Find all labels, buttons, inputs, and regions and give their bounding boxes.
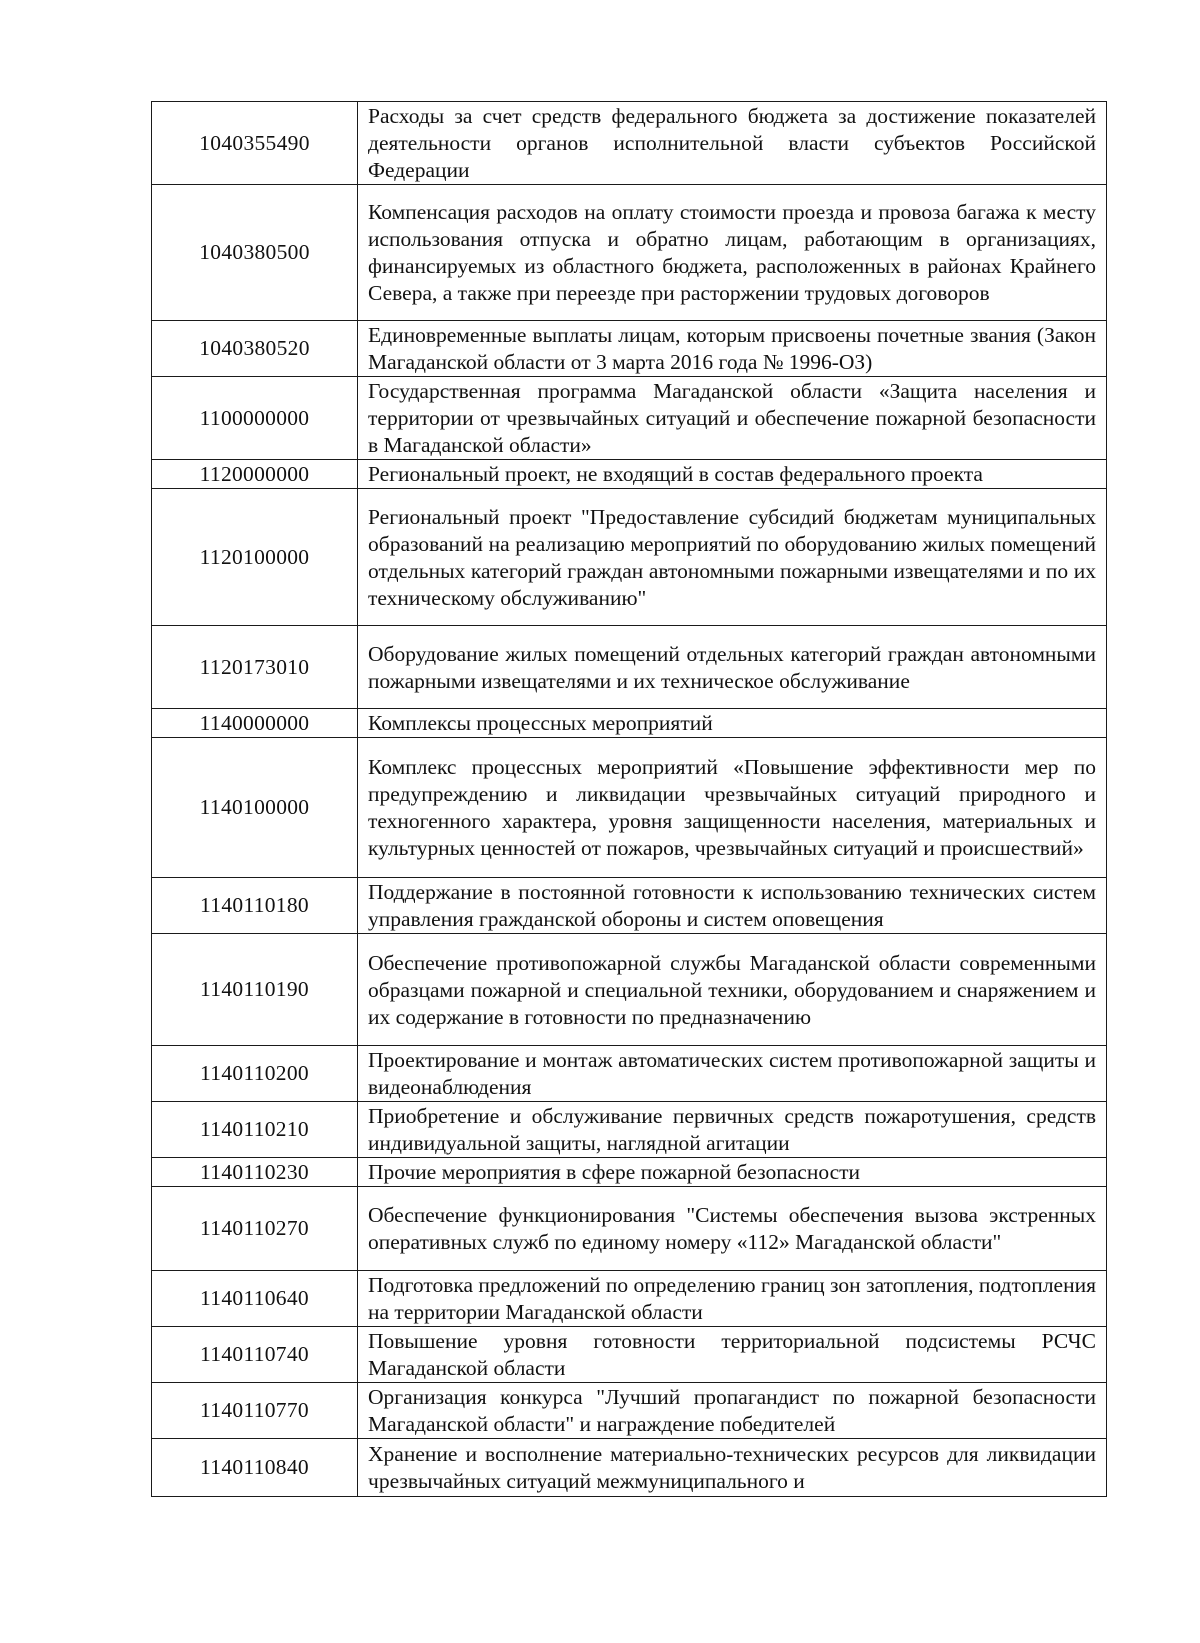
row-description: Комплексы процессных мероприятий (358, 709, 1107, 738)
row-code: 1120100000 (152, 489, 358, 626)
row-code: 1100000000 (152, 377, 358, 460)
row-description: Региональный проект, не входящий в состав федерального проекта (358, 460, 1107, 489)
row-description: Подготовка предложений по определению границ зон затопления, подтопления на территории Магаданской области (358, 1271, 1107, 1327)
row-code: 1140110770 (152, 1383, 358, 1439)
row-description: Региональный проект "Предоставление субсидий бюджетам муниципальных образований на реализацию мероприятий по оборудованию жилых помещений отдельных категорий граждан автономными пожарными извещателями и по их техническому обслуживанию" (358, 489, 1107, 626)
table-row (152, 102, 1107, 185)
table-row (152, 626, 1107, 709)
row-description: Повышение уровня готовности территориальной подсистемы РСЧС Магаданской области (358, 1327, 1107, 1383)
row-code: 1140110840 (152, 1439, 358, 1497)
table-row (152, 489, 1107, 626)
row-description: Приобретение и обслуживание первичных средств пожаротушения, средств индивидуальной защиты, наглядной агитации (358, 1102, 1107, 1158)
row-code: 1140110180 (152, 878, 358, 934)
row-description: Поддержание в постоянной готовности к использованию технических систем управления гражданской обороны и систем оповещения (358, 878, 1107, 934)
row-description: Прочие мероприятия в сфере пожарной безопасности (358, 1158, 1107, 1187)
row-description: Проектирование и монтаж автоматических систем противопожарной защиты и видеонаблюдения (358, 1046, 1107, 1102)
table-row (152, 460, 1107, 489)
table-row (152, 1327, 1107, 1383)
row-code: 1040355490 (152, 102, 358, 185)
table-row (152, 1046, 1107, 1102)
row-code: 1140110190 (152, 934, 358, 1046)
table-row (152, 878, 1107, 934)
row-description: Хранение и восполнение материально-технических ресурсов для ликвидации чрезвычайных ситуаций межмуниципального и (358, 1439, 1107, 1497)
table-row (152, 1102, 1107, 1158)
row-code: 1120173010 (152, 626, 358, 709)
table-row (152, 1187, 1107, 1271)
table-row (152, 934, 1107, 1046)
row-code: 1140110200 (152, 1046, 358, 1102)
table-row (152, 185, 1107, 321)
row-description: Оборудование жилых помещений отдельных категорий граждан автономными пожарными извещателями и их техническое обслуживание (358, 626, 1107, 709)
row-code: 1040380500 (152, 185, 358, 321)
row-description: Комплекс процессных мероприятий «Повышение эффективности мер по предупреждению и ликвидации чрезвычайных ситуаций природного и техногенного характера, уровня защищенности населения, материальных и культурных ценностей от пожаров, чрезвычайных ситуаций и происшествий» (358, 738, 1107, 878)
row-description: Обеспечение противопожарной службы Магаданской области современными образцами пожарной и специальной техники, оборудованием и снаряжением и их содержание в готовности по предназначению (358, 934, 1107, 1046)
table-row (152, 1439, 1107, 1497)
row-code: 1140110210 (152, 1102, 358, 1158)
row-code: 1140110740 (152, 1327, 358, 1383)
table-row (152, 738, 1107, 878)
row-code: 1140000000 (152, 709, 358, 738)
row-code: 1140110270 (152, 1187, 358, 1271)
table-row (152, 321, 1107, 377)
row-description: Обеспечение функционирования "Системы обеспечения вызова экстренных оперативных служб по единому номеру «112» Магаданской области" (358, 1187, 1107, 1271)
row-code: 1120000000 (152, 460, 358, 489)
table-row (152, 709, 1107, 738)
table-row (152, 1158, 1107, 1187)
table-row (152, 377, 1107, 460)
row-description: Расходы за счет средств федерального бюджета за достижение показателей деятельности органов исполнительной власти субъектов Российской Федерации (358, 102, 1107, 185)
table-row (152, 1383, 1107, 1439)
row-code: 1140100000 (152, 738, 358, 878)
row-code: 1140110640 (152, 1271, 358, 1327)
budget-codes-table (151, 101, 1107, 1497)
row-description: Организация конкурса "Лучший пропагандист по пожарной безопасности Магаданской области" и награждение победителей (358, 1383, 1107, 1439)
row-code: 1040380520 (152, 321, 358, 377)
row-description: Государственная программа Магаданской области «Защита населения и территории от чрезвычайных ситуаций и обеспечение пожарной безопасности в Магаданской области» (358, 377, 1107, 460)
row-description: Единовременные выплаты лицам, которым присвоены почетные звания (Закон Магаданской области от 3 марта 2016 года № 1996-ОЗ) (358, 321, 1107, 377)
row-code: 1140110230 (152, 1158, 358, 1187)
row-description: Компенсация расходов на оплату стоимости проезда и провоза багажа к месту использования отпуска и обратно лицам, работающим в организациях, финансируемых из областного бюджета, расположенных в районах Крайнего Севера, а также при переезде при расторжении трудовых договоров (358, 185, 1107, 321)
table-row (152, 1271, 1107, 1327)
